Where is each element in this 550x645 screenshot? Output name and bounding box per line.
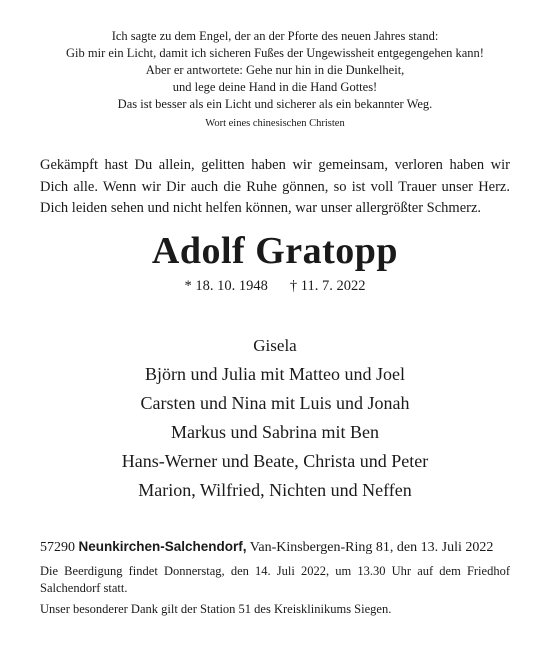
life-dates — [0, 277, 550, 295]
notes-block — [40, 563, 510, 618]
poem-line-1: Ich sagte zu dem Engel, der an der Pforte des neuen Jahres stand: — [111, 29, 439, 43]
intro-text: Gekämpft hast Du allein, gelitten haben wir gemeinsam, verloren haben wir Dich alle. Wenn wir Dir auch die Ruhe gönnen, so ist voll Trauer unser Herz. Dich leiden sehen und nicht helfen können, war unser allergrößter Schmerz. — [40, 157, 510, 216]
funeral-note: Die Beerdigung findet Donnerstag, den 14. Juli 2022, um 13.30 Uhr auf dem Friedhof Salchendorf statt. — [40, 564, 510, 595]
address-line — [40, 538, 510, 557]
poem-block — [0, 28, 550, 131]
family-list — [0, 331, 550, 505]
birth-date: * 18. 10. 1948 — [184, 278, 268, 294]
street-and-date: Van-Kinsbergen-Ring 81, den 13. Juli 2022 — [249, 540, 494, 555]
postal-code: 57290 — [40, 540, 75, 555]
poem-attribution: Wort eines chinesischen Christen — [205, 118, 345, 129]
death-date: † 11. 7. 2022 — [289, 278, 366, 294]
thanks-note: Unser besonderer Dank gilt der Station 51 des Kreisklinikums Siegen. — [40, 602, 392, 616]
town-name: Neunkirchen-Salchendorf, — [78, 539, 247, 554]
family-member: Björn und Julia mit Matteo und Joel — [145, 364, 405, 384]
family-member: Hans-Werner und Beate, Christa und Peter — [121, 451, 429, 471]
family-member: Gisela — [253, 336, 297, 355]
poem-line-3: Aber er antwortete: Gehe nur hin in die Dunkelheit, — [145, 63, 405, 77]
family-member: Marion, Wilfried, Nichten und Neffen — [138, 480, 412, 500]
family-member: Carsten und Nina mit Luis und Jonah — [140, 393, 410, 413]
family-member: Markus und Sabrina mit Ben — [171, 422, 379, 442]
deceased-name: Adolf Gratopp — [151, 230, 399, 272]
poem-line-2: Gib mir ein Licht, damit ich sicheren Fußes der Ungewissheit entgegengehen kann! — [66, 46, 484, 60]
poem-line-5: Das ist besser als ein Licht und sicherer als ein bekannter Weg. — [117, 97, 433, 111]
poem-line-4: und lege deine Hand in die Hand Gottes! — [172, 80, 378, 94]
